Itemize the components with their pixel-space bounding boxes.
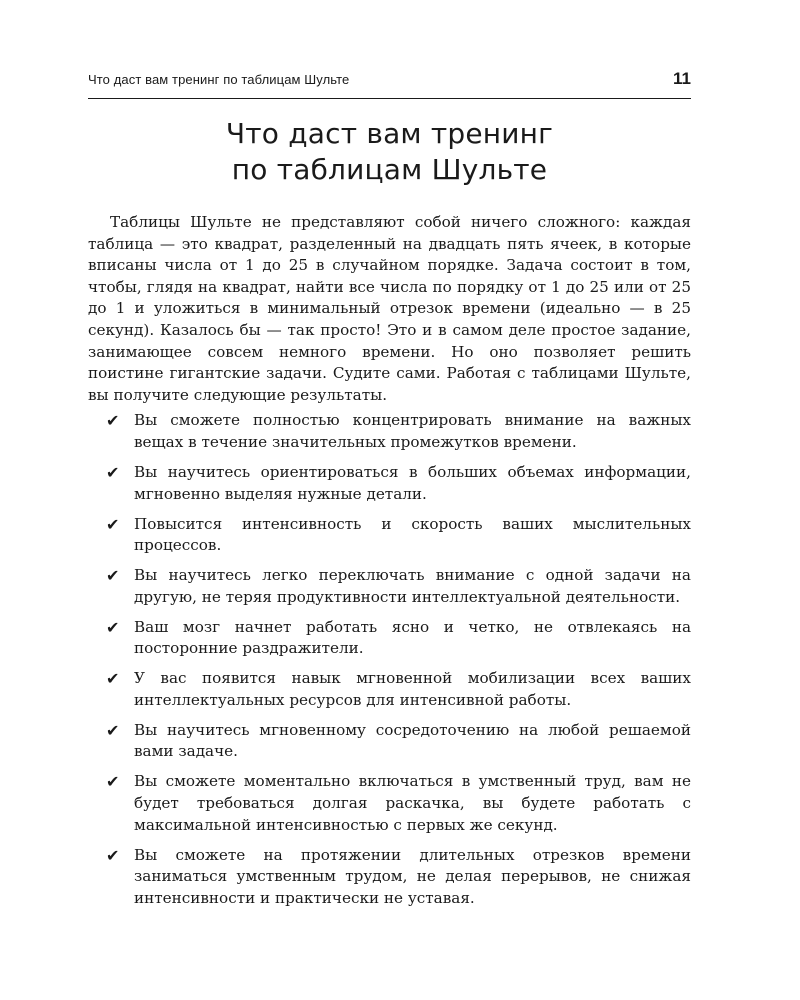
results-list [88,410,691,909]
check-icon: ✔ [106,514,120,534]
list-item-text: Вы сможете на протяжении длительных отрезков времени заниматься умственным трудом, не делая перерывов, не снижая интенсивности и практически не уставая. [134,845,691,907]
list-item [88,410,691,453]
list-item [88,617,691,660]
check-icon: ✔ [106,845,120,865]
list-item-text: Вы научитесь ориентироваться в больших объемах информации, мгновенно выделяя нужные детали. [134,462,691,503]
list-item [88,771,691,836]
list-item-text: Вы научитесь мгновенному сосредоточению на любой решаемой вами задаче. [134,720,691,761]
list-item-text: У вас появится навык мгновенной мобилизации всех ваших интеллектуальных ресурсов для интенсивной работы. [134,669,691,709]
list-item [88,720,691,763]
list-item-text: Ваш мозг начнет работать ясно и четко, не отвлекаясь на посторонние раздражители. [134,617,691,658]
check-icon: ✔ [106,617,120,637]
intro-paragraph: Таблицы Шульте не представляют собой ничего сложного: каждая таблица — это квадрат, разделенный на двадцать пять ячеек, в которые вписаны числа от 1 до 25 в случайном порядке. Задача состоит в том, чтобы, глядя на квадрат, найти все числа по порядку от 1 до 25 или от 25 до 1 и уложиться в минимальный отрезок времени (идеально — в 25 секунд). Казалось бы — так просто! Это и в самом деле простое задание, занимающее совсем немного времени. Но оно позволяет решить поистине гигантские задачи. Судите сами. Работая с таблицами Шульте, вы получите следующие результаты. [88,213,691,404]
list-item [88,462,691,505]
page-header [88,69,691,99]
check-icon: ✔ [106,772,120,792]
list-item-text: Вы сможете полностью концентрировать внимание на важных вещах в течение значительных промежутков времени. [134,411,691,451]
list-item [88,845,691,910]
list-item [88,514,691,557]
page-number: 11 [673,69,691,88]
check-icon: ✔ [106,669,120,689]
check-icon: ✔ [106,720,120,740]
check-icon: ✔ [106,566,120,586]
chapter-title [88,116,691,188]
list-item [88,668,691,711]
chapter-title-line-1: Что даст вам тренинг [225,117,554,150]
list-item-text: Вы сможете моментально включаться в умственный труд, вам не будет требоваться долгая раскачка, вы будете работать с максимальной интенсивностью с первых же секунд. [134,772,691,834]
check-icon: ✔ [106,462,120,482]
chapter-title-line-2: по таблицам Шульте [231,153,548,186]
running-title: Что даст вам тренинг по таблицам Шульте [88,72,350,87]
list-item [88,565,691,608]
list-item-text: Повысится интенсивность и скорость ваших мыслительных процессов. [134,514,691,555]
body-text [88,212,691,918]
list-item-text: Вы научитесь легко переключать внимание с одной задачи на другую, не теряя продуктивности интеллектуальной деятельности. [134,566,691,606]
check-icon: ✔ [106,411,120,431]
